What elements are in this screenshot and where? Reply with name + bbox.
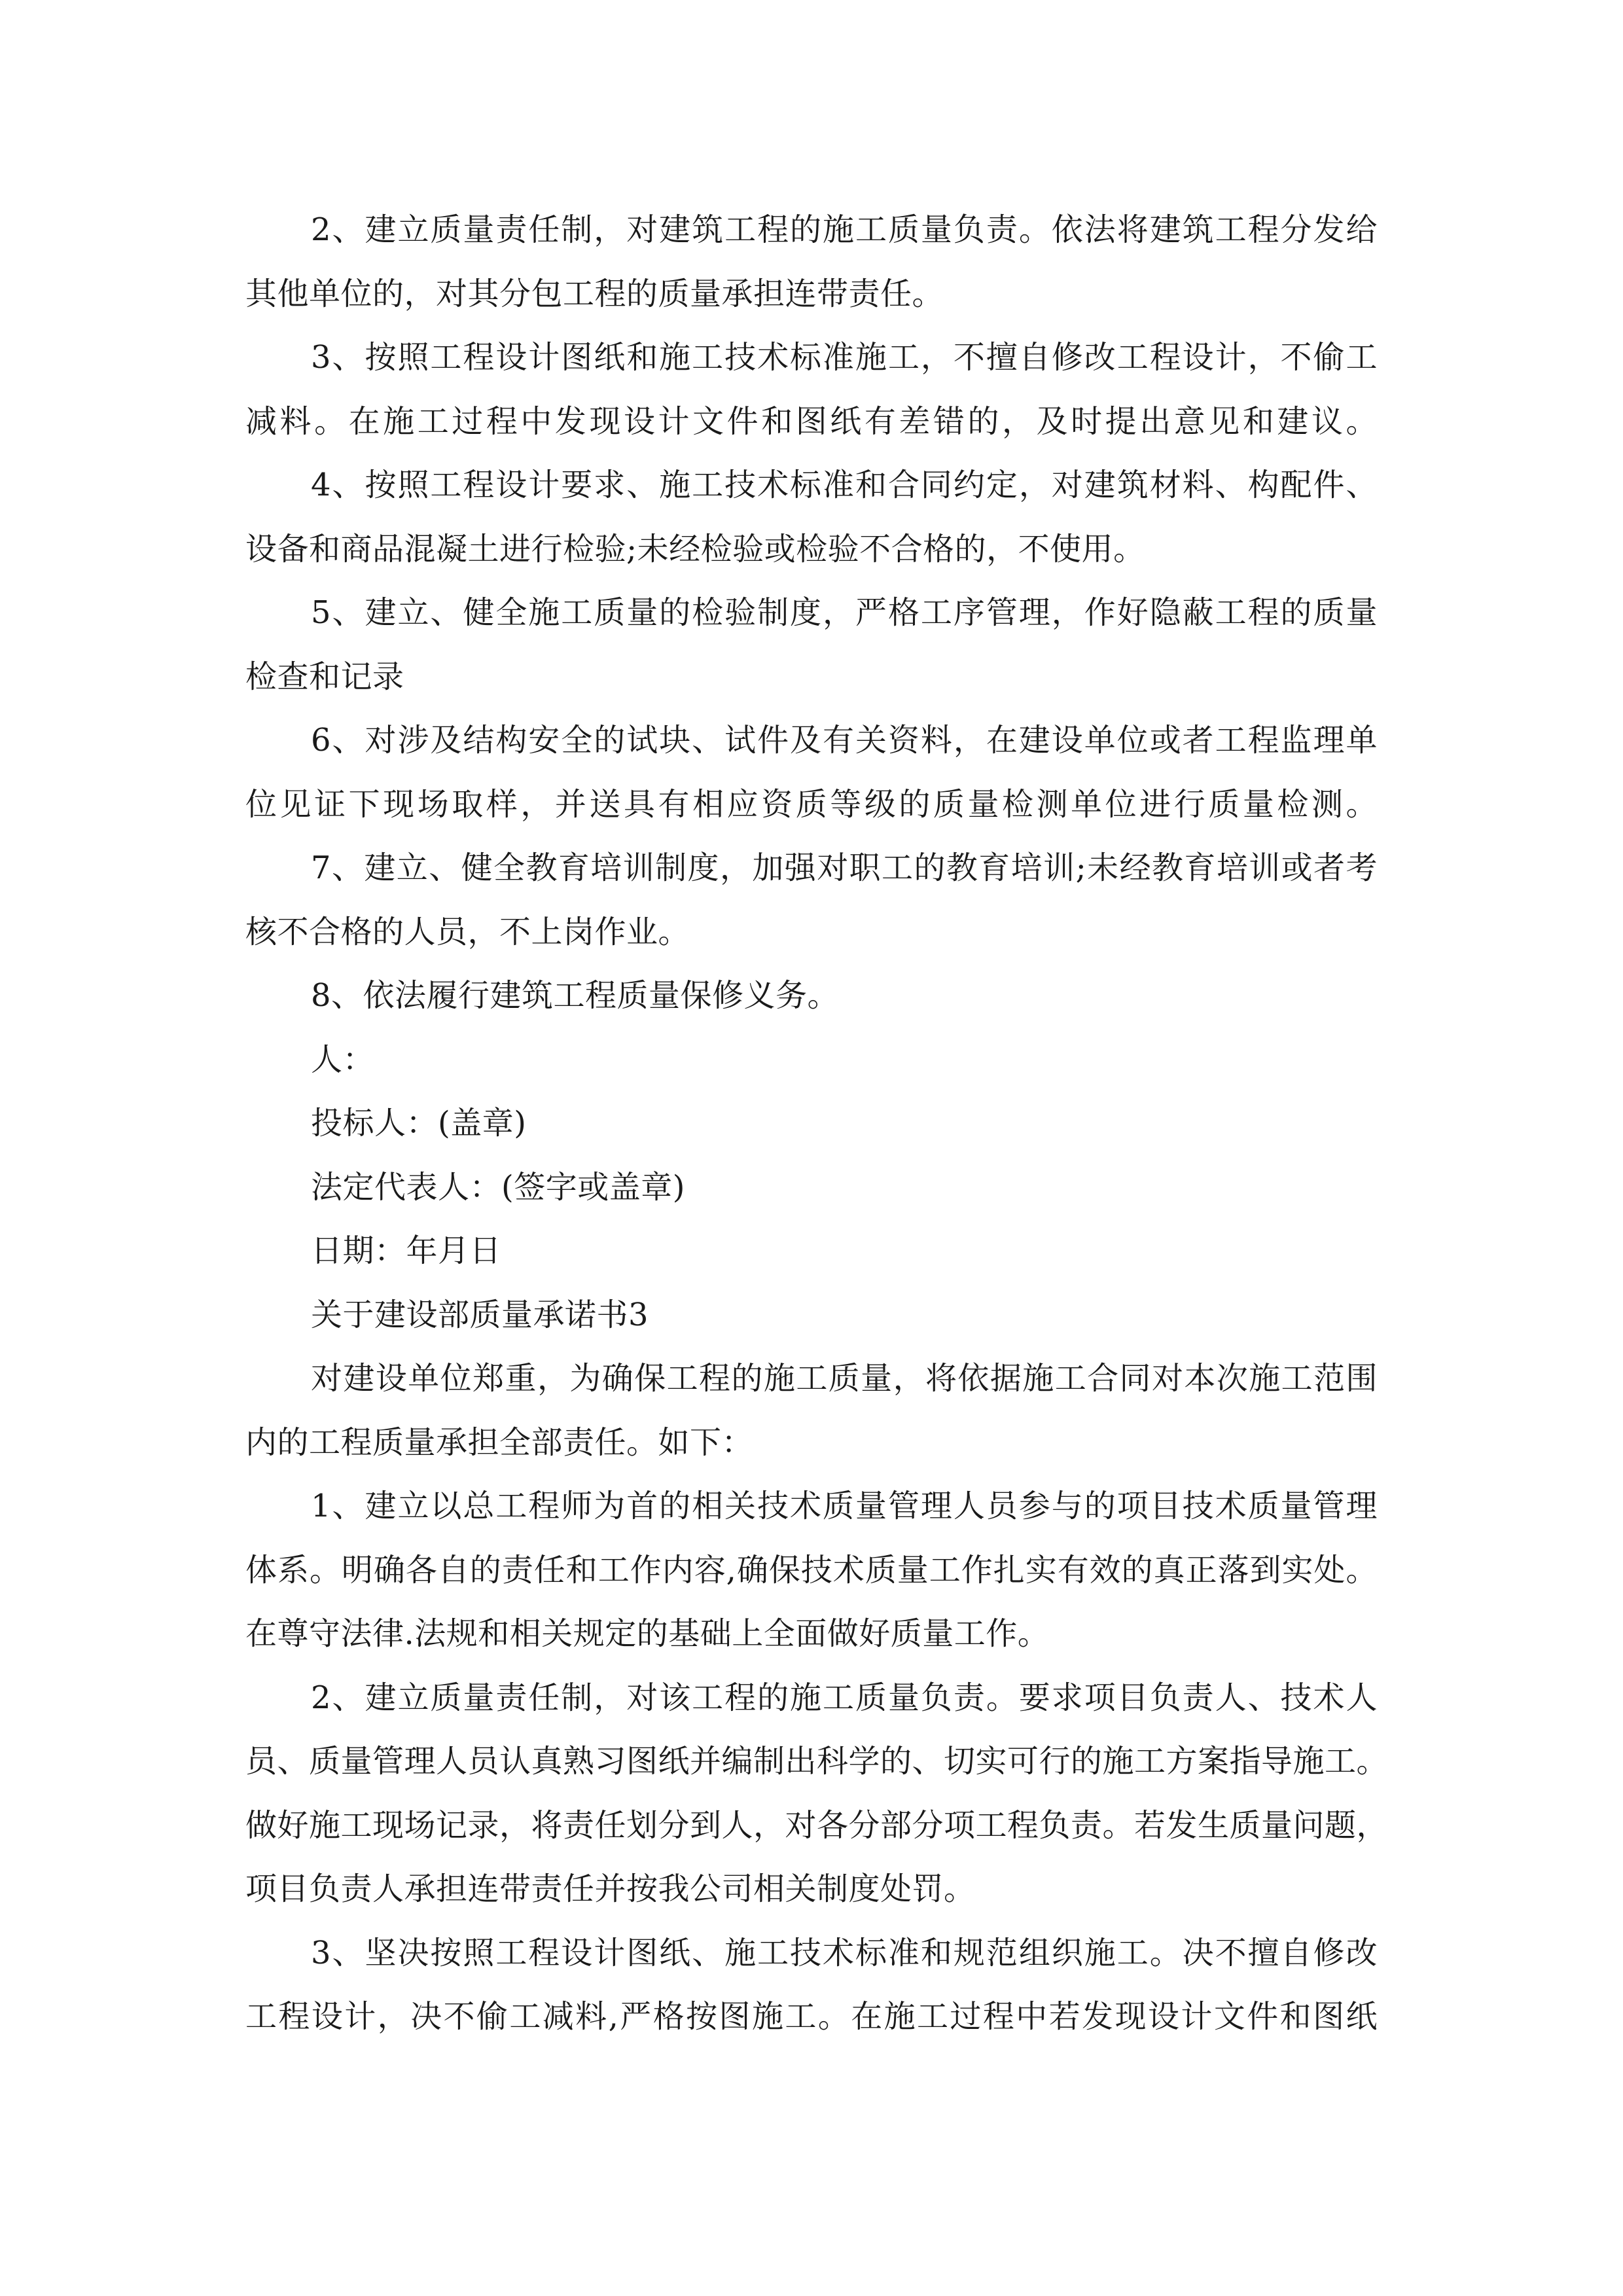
text-line: 对建设单位郑重，为确保工程的施工质量，将依据施工合同对本次施工范围 (311, 1360, 1378, 1397)
text-line: 核不合格的人员，不上岗作业。 (245, 914, 690, 950)
text-line: 人： (311, 1041, 375, 1078)
text-line: 其他单位的，对其分包工程的质量承担连带责任。 (245, 276, 944, 312)
text-line: 做好施工现场记录，将责任划分到人，对各分部分项工程负责。若发生质量问题， (245, 1807, 1389, 1844)
text-line: 3、按照工程设计图纸和施工技术标准施工，不擅自修改工程设计，不偷工 (311, 339, 1378, 376)
text-line: 5、建立、健全施工质量的检验制度，严格工序管理，作好隐蔽工程的质量 (311, 594, 1378, 631)
text-line: 4、按照工程设计要求、施工技术标准和合同约定，对建筑材料、构配件、 (311, 467, 1378, 503)
text-line: 项目负责人承担连带责任并按我公司相关制度处罚。 (245, 1871, 976, 1907)
text-line: 法定代表人：(签字或盖章) (311, 1169, 685, 1206)
text-line: 8、依法履行建筑工程质量保修义务。 (311, 977, 840, 1014)
text-line: 2、建立质量责任制，对该工程的施工质量负责。要求项目负责人、技术人 (311, 1679, 1378, 1716)
text-line: 位见证下现场取样，并送具有相应资质等级的质量检测单位进行质量检测。 (245, 786, 1378, 823)
text-line: 投标人：(盖章) (311, 1105, 527, 1141)
text-line: 1、建立以总工程师为首的相关技术质量管理人员参与的项目技术质量管理 (311, 1488, 1378, 1524)
text-line: 减料。在施工过程中发现设计文件和图纸有差错的，及时提出意见和建议。 (245, 403, 1378, 440)
text-line: 员、质量管理人员认真熟习图纸并编制出科学的、切实可行的施工方案指导施工。 (245, 1743, 1389, 1780)
text-line: 6、对涉及结构安全的试块、试件及有关资料，在建设单位或者工程监理单 (311, 722, 1378, 759)
section-heading: 关于建设部质量承诺书3 (311, 1297, 649, 1333)
text-line: 体系。明确各自的责任和工作内容,确保技术质量工作扎实有效的真正落到实处。 (245, 1552, 1378, 1588)
text-line: 3、坚决按照工程设计图纸、施工技术标准和规范组织施工。决不擅自修改 (311, 1935, 1378, 1971)
text-line: 日期：年月日 (311, 1232, 502, 1269)
text-line: 检查和记录 (245, 658, 404, 695)
text-line: 工程设计，决不偷工减料,严格按图施工。在施工过程中若发现设计文件和图纸 (245, 1998, 1378, 2035)
text-line: 在尊守法律.法规和相关规定的基础上全面做好质量工作。 (245, 1615, 1050, 1652)
text-line: 7、建立、健全教育培训制度，加强对职工的教育培训;未经教育培训或者考 (311, 850, 1378, 886)
text-line: 设备和商品混凝土进行检验;未经检验或检验不合格的，不使用。 (245, 531, 1145, 567)
text-line: 2、建立质量责任制，对建筑工程的施工质量负责。依法将建筑工程分发给 (311, 211, 1378, 248)
text-line: 内的工程质量承担全部责任。如下： (245, 1424, 754, 1461)
